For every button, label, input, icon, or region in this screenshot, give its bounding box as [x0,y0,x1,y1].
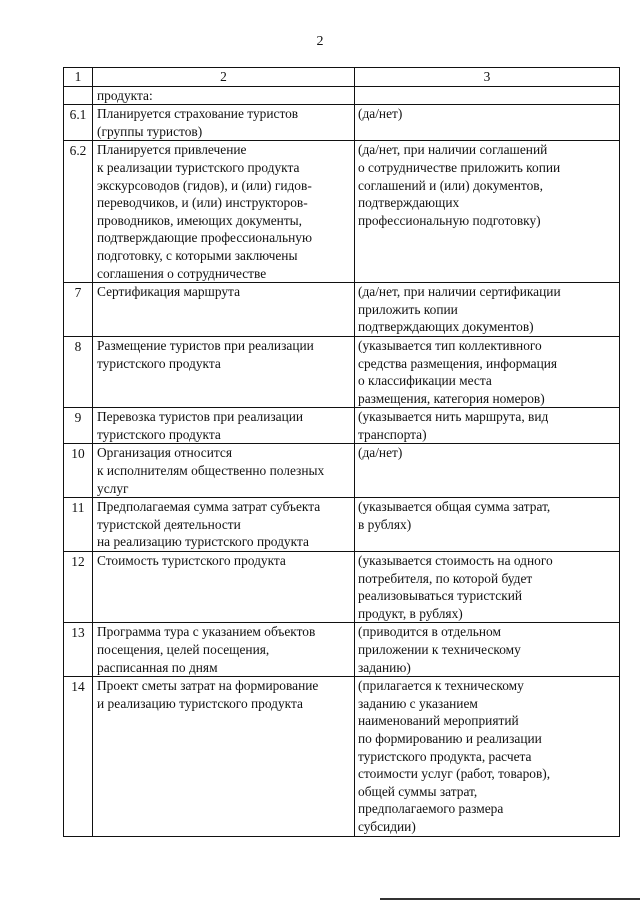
value-line: о классификации места [358,373,492,389]
header-col-2: 2 [93,68,355,87]
value-line: туристского продукта, расчета [358,748,532,764]
description-line: Стоимость туристского продукта [97,553,286,569]
row-value-cell [355,408,620,444]
row-description-cell [93,408,355,444]
description-line: Размещение туристов при реализации [97,337,314,353]
description-line: проводников, имеющих документы, [97,212,303,228]
row-value-cell [355,552,620,623]
row-description-cell [93,444,355,498]
value-line: реализовываться туристский [358,588,523,604]
description-line: соглашения о сотрудничестве [97,265,267,281]
description-line: посещения, целей посещения, [97,642,270,657]
description-line: и реализацию туристского продукта [97,695,303,711]
value-line: приложить копии [358,301,458,317]
row-number: 9 [64,408,93,444]
value-line: размещения, категория номеров) [358,390,545,406]
value-line: профессиональную подготовку) [358,212,541,228]
continuation-num-cell [64,86,93,105]
description-line: Сертификация маршрута [97,284,241,300]
value-line: приложении к техническому [358,642,521,657]
value-line: в рублях) [358,516,412,532]
value-line: стоимости услуг (работ, товаров), [358,766,551,782]
row-description-cell [93,552,355,623]
description-line: Планируется привлечение [97,142,247,158]
description-line: Перевозка туристов при реализации [97,409,304,425]
table-row [64,623,620,677]
value-line: субсидии) [358,818,416,834]
description-line: к исполнителям общественно полезных [97,463,325,479]
table-row [64,141,620,283]
value-line: (да/нет) [358,445,403,461]
value-line: (указывается тип коллективного [358,337,542,353]
description-line: расписанная по дням [97,659,218,675]
description-line: Организация относится [97,445,232,461]
value-line: (указывается нить маршрута, вид [358,409,549,425]
value-line: общей суммы затрат, [358,783,478,799]
row-number: 8 [64,336,93,407]
row-value-cell [355,677,620,836]
description-line: туристской деятельности [97,516,241,532]
value-line: соглашений и (или) документов, [358,177,543,193]
table-body [64,68,620,837]
row-value-cell [355,336,620,407]
description-line: на реализацию туристского продукта [97,534,309,550]
description-line: Программа тура с указанием объектов [97,624,316,640]
table-row [64,552,620,623]
row-number: 11 [64,498,93,552]
description-line: Проект сметы затрат на формирование [97,678,319,694]
row-value-cell [355,283,620,337]
description-line: подготовку, с которыми заключены [97,247,298,263]
row-number: 14 [64,677,93,836]
continuation-text-cell [93,86,355,105]
value-line: транспорта) [358,426,427,442]
table-row [64,336,620,407]
bottom-rule [380,898,640,900]
row-description-cell [93,677,355,836]
continuation-text: продукта: [97,87,153,103]
description-line: туристского продукта [97,355,221,371]
row-description-cell [93,336,355,407]
value-line: (да/нет) [358,106,403,122]
value-line: заданию) [358,659,411,675]
table-row [64,283,620,337]
continuation-row [64,86,620,105]
value-line: заданию с указанием [358,695,478,711]
description-line: услуг [97,480,129,496]
row-number: 13 [64,623,93,677]
value-line: (прилагается к техническому [358,678,524,694]
table-row [64,105,620,141]
description-line: подтверждающие профессиональную [97,230,312,246]
value-line: (да/нет, при наличии сертификации [358,284,561,300]
row-value-cell [355,141,620,283]
description-line: туристского продукта [97,426,221,442]
header-col-3: 3 [355,68,620,87]
description-line: Предполагаемая сумма затрат субъекта [97,499,321,515]
table-row [64,677,620,836]
value-line: средства размещения, информация [358,355,558,371]
description-line: экскурсоводов (гидов), и (или) гидов- [97,177,312,193]
value-line: предполагаемого размера [358,801,504,817]
row-number: 6.2 [64,141,93,283]
value-line: продукт, в рублях) [358,605,463,621]
value-line: (указывается общая сумма затрат, [358,499,551,515]
value-line: о сотрудничестве приложить копии [358,159,561,175]
row-description-cell [93,498,355,552]
row-number: 6.1 [64,105,93,141]
page-number: 2 [316,34,324,49]
value-line: потребителя, по которой будет [358,570,533,586]
value-line: (приводится в отдельном [358,624,501,640]
row-value-cell [355,623,620,677]
table-row [64,408,620,444]
row-description-cell [93,105,355,141]
description-line: Планируется страхование туристов [97,106,299,122]
row-value-cell [355,498,620,552]
continuation-note-cell [355,86,620,105]
table-row [64,444,620,498]
row-number: 7 [64,283,93,337]
value-line: наименований мероприятий [358,713,519,729]
table-row [64,498,620,552]
header-col-1: 1 [64,68,93,87]
value-line: по формированию и реализации [358,730,542,746]
description-line: переводчиков, и (или) инструкторов- [97,195,308,211]
value-line: (указывается стоимость на одного [358,553,553,569]
row-description-cell [93,141,355,283]
row-description-cell [93,623,355,677]
row-value-cell [355,105,620,141]
value-line: подтверждающих документов) [358,319,534,335]
description-line: (группы туристов) [97,123,203,139]
row-description-cell [93,283,355,337]
row-value-cell [355,444,620,498]
description-line: к реализации туристского продукта [97,159,300,175]
row-number: 10 [64,444,93,498]
value-line: (да/нет, при наличии соглашений [358,142,548,158]
specification-table [63,67,620,837]
table-header-row [64,68,620,87]
row-number: 12 [64,552,93,623]
value-line: подтверждающих [358,195,460,211]
